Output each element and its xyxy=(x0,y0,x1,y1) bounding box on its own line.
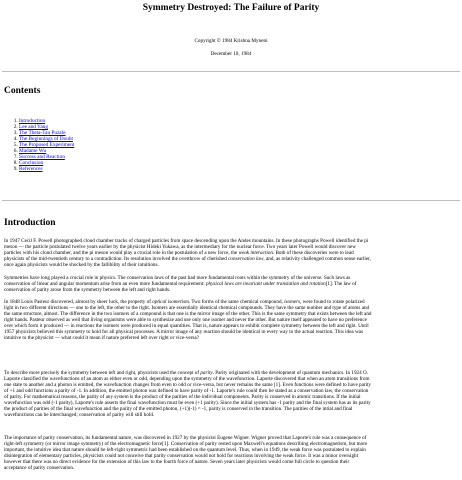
toc-link-lee-and-yang[interactable]: Lee and Yang xyxy=(19,124,48,131)
toc-link-proposed-experiment[interactable]: The Proposed Experiment xyxy=(19,142,75,149)
intro-paragraph-2: Symmetries have long played a crucial role in physics. The conservation laws of the past had more fundamental roots within the symmetry of the universe. Such laws as conservation of linear and angular momentum arise from an even more fundamental requirement: physical laws are invariant under translation and rotation[1]. The law of conservation of parity arose from the symmetry between the left and right hands. xyxy=(4,275,357,294)
date-line: December 10, 1984 xyxy=(210,51,252,57)
intro-paragraph-3: In 1848 Louis Pasteur discovered, almost by sheer luck, the property of optical isomerism. Two forms of the same chemical compound, isomers, were found to rotate polarized light in two different directions — one to the left, the other to the right. Isomers are essentially identical chemical compounds. They have the same number and type of atoms and the same structure, almost. The difference in the two isomers of a compound is that one is the mirror image of the other. This is the same symmetry that exists between the left and right hands. Pasteur observed as well that living organisms were able to synthesize and use only one isomer and never the other. But nature itself appeared to have no preference over which form it produced — in reactions the isomers were produced in equal quantities. That is, nature appears to exhibit complete symmetry between the left and right. Until 1957 physicists believed this symmetry to hold for all physical processes. A mirror image of any reaction should be identical in every way to the actual reaction. This idea was intuitive to the physicist — what could it mean if nature preferred left over right or vice-versa? xyxy=(4,299,372,342)
introduction-heading: Introduction xyxy=(4,218,56,228)
toc-link-theta-tau[interactable]: The Theta-Tau Puzzle xyxy=(19,130,66,137)
toc-link-references[interactable]: References xyxy=(19,166,43,173)
intro-paragraph-5: The importance of parity conservation, its fundamental nature, was discovered in 1927 by the physicist Eugene Wigner. Wigner proved that Laporte's rule was a consequence of right-left symmetry (or mirror image symmetry) of the electromagnetic force[1]. Conservation of parity rested upon Maxwell's equations describing electromagnetism, but more important, the intuitive idea that nature should be left-right symmetric had been established on the quantum level. Thus, when in 1949, the weak force was postulated to explain disintegration of elementary particles, physicists could not conceive that parity conservation would not hold for reactions involving the weak force. It was a minor oversight however that there was no direct evidence for the extension of this law to the fourth force of nature. Seven years later physicists would come full circle to question their acceptance of parity conservation. xyxy=(4,435,368,472)
table-of-contents xyxy=(8,118,74,172)
contents-heading: Contents xyxy=(4,86,41,96)
toc-item xyxy=(19,166,74,172)
intro-paragraph-4: To describe more precisely the symmetry between left and right, physicists used the concept of parity. Parity originated with the development of quantum mechanics. In 1924 O. Laporte classified the wavefunctions of an atom as either even or odd, depending upon the symmetry of the wavefunction. Laporte discovered that when an atom transitions from one state to another and a photon is emitted, the wavefunction changes from even to odd or vice-versa, but never remains the same [1]. Even functions were defined to have parity of +1 and odd functions a parity of -1. In addition, the emitted photon was defined to have parity of -1. Laporte's rule could then be stated as a conservation law, the conservation of parity. For mathematical reasons, the parity of any system is the product of the parities of the individual components. Parity is conserved in atomic transitions. If the initial wavefunction was odd (-1 parity), Laporte's rule asserts the final wavefunction must be even (+1 parity). Since the initial system has -1 parity and the final system has as its parity the product of parities of the final wavefunction and the parity of the emitted photon, (+1)(-1) = -1, parity is conserved in the transition. The parities of the intial and final wavefunctions can be interchanged; conservation of parity will still hold. xyxy=(4,370,372,419)
page-title: Symmetry Destroyed: The Failure of Parity xyxy=(142,3,320,13)
divider xyxy=(2,71,460,72)
copyright-line: Copyright © 1984 Krishna Myneni xyxy=(194,38,268,44)
toc-link-beginnings[interactable]: The Beginnings of Doubt xyxy=(19,136,73,143)
toc-link-conclusion[interactable]: Conclusion xyxy=(19,160,44,167)
intro-paragraph-1: In 1947 Cecil F. Powell photographed cloud chamber tracks of charged particles from space descending upon the Andes mountains. In these photographs Powell identified the pi meson — the particle postulated twelve years earlier by the physicist Hideki Yukawa, as the intermediary for the nuclear force. Two years later Powell would discover new particles with his cloud chamber, and the pi meson would play a crucial role in the postulation of a new force, the weak interaction. Both of these discoveries were to lead physicists of the mid-twentieth century to a contradiction. Its resolution involved the overthrow of cherished conservation law, and, as relativity challenged common sense earlier, once again physicists would be shocked by the fallibility of their intuitions. xyxy=(4,238,371,269)
divider xyxy=(2,200,460,201)
toc-link-success[interactable]: Success and Reaction xyxy=(19,154,65,161)
toc-link-madame-wu[interactable]: Madame Wu xyxy=(19,148,47,155)
toc-link-introduction[interactable]: Introduction xyxy=(19,118,46,124)
